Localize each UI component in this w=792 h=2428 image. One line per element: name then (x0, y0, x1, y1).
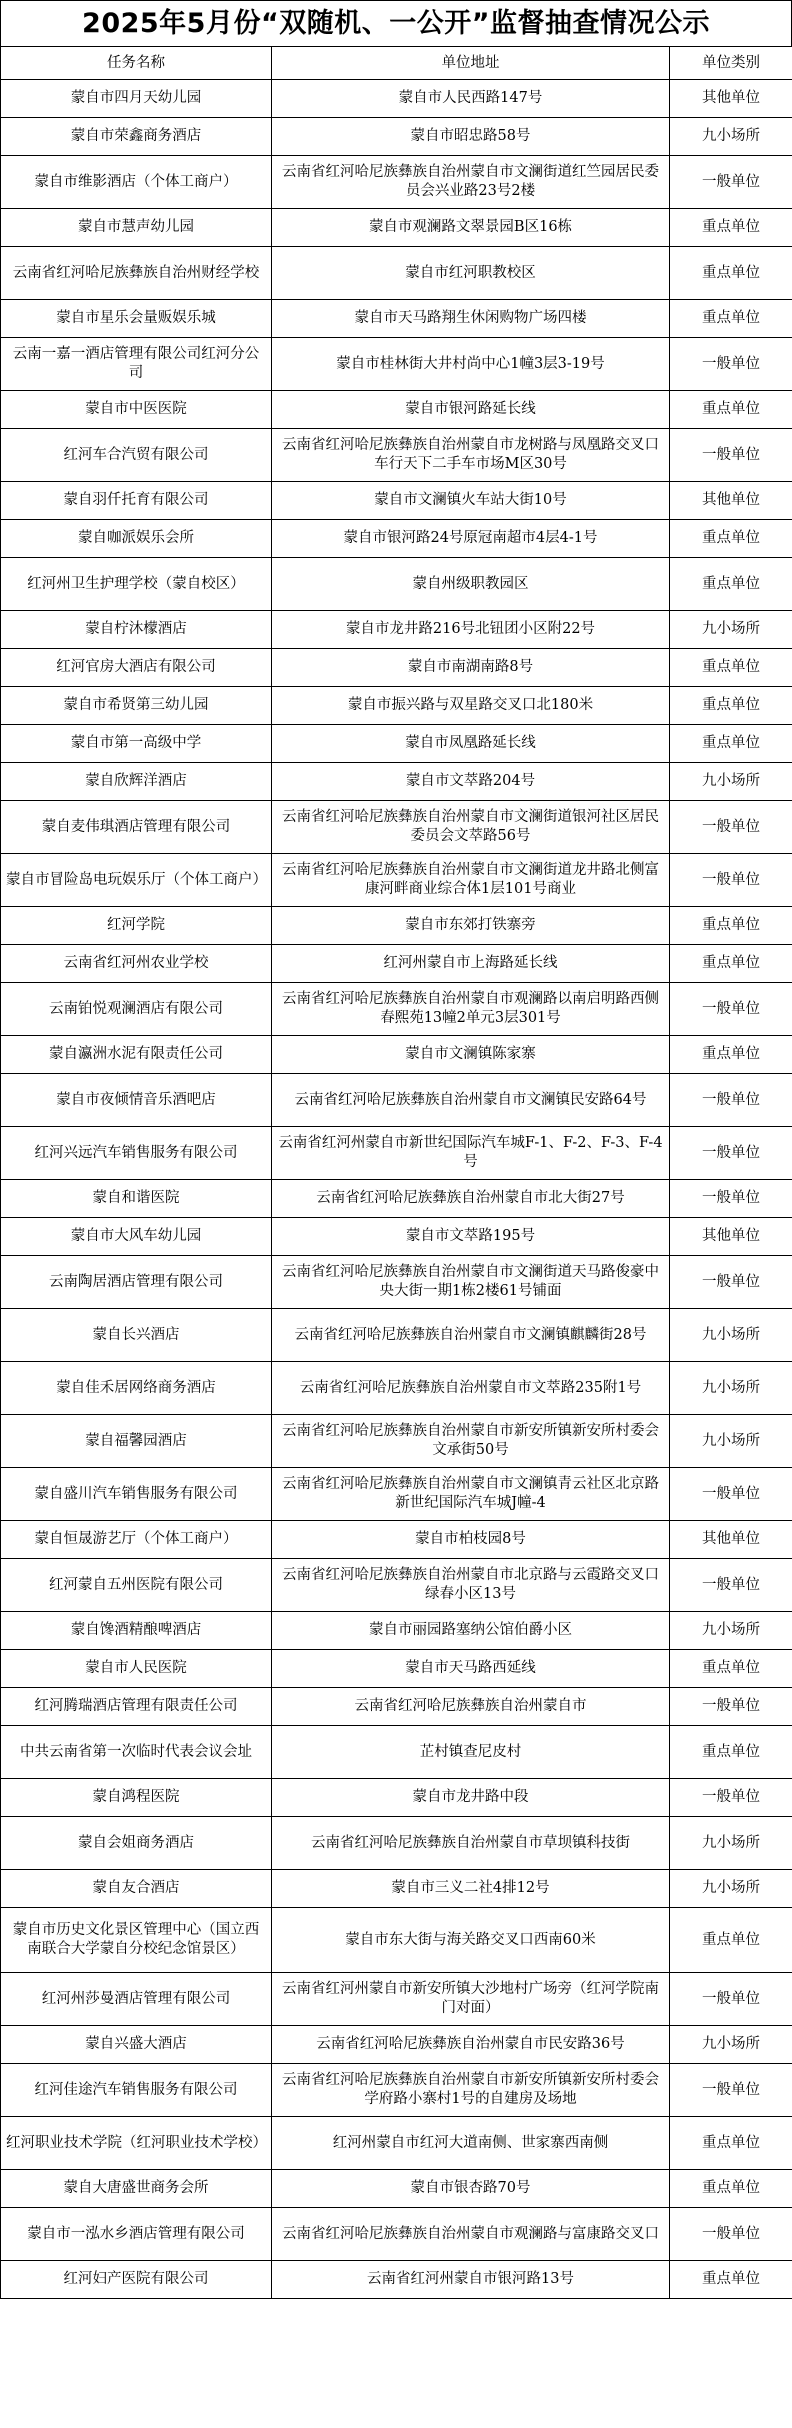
cell-category: 重点单位 (670, 391, 792, 429)
table-row (1, 1612, 792, 1650)
cell-category: 重点单位 (670, 1726, 792, 1779)
cell-address: 蒙自市凤凰路延长线 (272, 725, 670, 763)
cell-category: 重点单位 (670, 1650, 792, 1688)
cell-name: 红河腾瑞酒店管理有限责任公司 (1, 1688, 272, 1726)
table-row (1, 1973, 792, 2026)
header-address: 单位地址 (272, 47, 670, 80)
cell-category: 一般单位 (670, 854, 792, 907)
cell-address: 蒙自市南湖南路8号 (272, 649, 670, 687)
cell-category: 九小场所 (670, 118, 792, 156)
cell-address: 芷村镇查尼皮村 (272, 1726, 670, 1779)
table-row (1, 209, 792, 247)
cell-category: 九小场所 (670, 763, 792, 801)
cell-address: 蒙自市振兴路与双星路交叉口北180米 (272, 687, 670, 725)
cell-address: 蒙自市天马路西延线 (272, 1650, 670, 1688)
cell-category: 九小场所 (670, 611, 792, 649)
cell-name: 蒙自市慧声幼儿园 (1, 209, 272, 247)
table-row (1, 520, 792, 558)
cell-address: 云南省红河哈尼族彝族自治州蒙自市文澜街道红竺园居民委员会兴业路23号2楼 (272, 156, 670, 209)
table-row (1, 763, 792, 801)
table-row (1, 2170, 792, 2208)
cell-address: 蒙自市文澜镇火车站大街10号 (272, 482, 670, 520)
cell-address: 云南省红河州蒙自市新安所镇大沙地村广场旁（红河学院南门对面） (272, 1973, 670, 2026)
cell-address: 云南省红河哈尼族彝族自治州蒙自市民安路36号 (272, 2026, 670, 2064)
cell-address: 蒙自市龙井路216号北钮团小区附22号 (272, 611, 670, 649)
table-row (1, 338, 792, 391)
table-row (1, 687, 792, 725)
page-title: 2025年5月份“双随机、一公开”监督抽查情况公示 (0, 0, 792, 46)
cell-address: 蒙自市文萃路204号 (272, 763, 670, 801)
cell-address: 蒙自市桂林街大井村尚中心1幢3层3-19号 (272, 338, 670, 391)
cell-category: 九小场所 (670, 1870, 792, 1908)
cell-name: 红河职业技术学院（红河职业技术学校） (1, 2117, 272, 2170)
table-row (1, 2117, 792, 2170)
cell-name: 蒙自市星乐会量贩娱乐城 (1, 300, 272, 338)
cell-name: 蒙自会姐商务酒店 (1, 1817, 272, 1870)
cell-name: 红河兴远汽车销售服务有限公司 (1, 1127, 272, 1180)
cell-name: 蒙自市第一高级中学 (1, 725, 272, 763)
table-row (1, 118, 792, 156)
cell-category: 重点单位 (670, 558, 792, 611)
cell-address: 蒙自市银河路24号原冠南超市4层4-1号 (272, 520, 670, 558)
cell-category: 其他单位 (670, 80, 792, 118)
cell-name: 蒙自市人民医院 (1, 1650, 272, 1688)
cell-category: 其他单位 (670, 482, 792, 520)
cell-name: 红河车合汽贸有限公司 (1, 429, 272, 482)
cell-category: 一般单位 (670, 338, 792, 391)
table-row (1, 983, 792, 1036)
cell-address: 蒙自市银河路延长线 (272, 391, 670, 429)
table-row (1, 558, 792, 611)
cell-name: 蒙自市希贤第三幼儿园 (1, 687, 272, 725)
table-row (1, 1688, 792, 1726)
cell-address: 蒙自市红河职教校区 (272, 247, 670, 300)
cell-category: 重点单位 (670, 209, 792, 247)
cell-address: 蒙自市龙井路中段 (272, 1779, 670, 1817)
cell-address: 云南省红河州蒙自市新世纪国际汽车城F-1、F-2、F-3、F-4号 (272, 1127, 670, 1180)
table-row (1, 300, 792, 338)
cell-name: 红河官房大酒店有限公司 (1, 649, 272, 687)
cell-category: 其他单位 (670, 1218, 792, 1256)
cell-name: 蒙自市夜倾情音乐酒吧店 (1, 1074, 272, 1127)
table-row (1, 80, 792, 118)
cell-name: 蒙自瀛洲水泥有限责任公司 (1, 1036, 272, 1074)
table-row (1, 1309, 792, 1362)
cell-address: 云南省红河哈尼族彝族自治州蒙自市文澜镇青云社区北京路新世纪国际汽车城J幢-4 (272, 1468, 670, 1521)
cell-address: 云南省红河哈尼族彝族自治州蒙自市观澜路与富康路交叉口 (272, 2208, 670, 2261)
cell-name: 蒙自市维影酒店（个体工商户） (1, 156, 272, 209)
table-row (1, 1036, 792, 1074)
cell-name: 中共云南省第一次临时代表会议会址 (1, 1726, 272, 1779)
cell-category: 九小场所 (670, 1362, 792, 1415)
table-row (1, 611, 792, 649)
cell-address: 蒙自市银杏路70号 (272, 2170, 670, 2208)
cell-name: 蒙自盛川汽车销售服务有限公司 (1, 1468, 272, 1521)
cell-category: 一般单位 (670, 1688, 792, 1726)
cell-name: 蒙自市大风车幼儿园 (1, 1218, 272, 1256)
cell-name: 蒙自麦伟琪酒店管理有限公司 (1, 801, 272, 854)
table-row (1, 2261, 792, 2299)
cell-address: 蒙自市柏枝园8号 (272, 1521, 670, 1559)
table-row (1, 1468, 792, 1521)
cell-name: 蒙自市四月天幼儿园 (1, 80, 272, 118)
cell-address: 云南省红河哈尼族彝族自治州蒙自市新安所镇新安所村委会文承街50号 (272, 1415, 670, 1468)
cell-category: 重点单位 (670, 2117, 792, 2170)
cell-name: 蒙自馋酒精酿啤酒店 (1, 1612, 272, 1650)
cell-address: 蒙自市东大街与海关路交叉口西南60米 (272, 1908, 670, 1973)
table-row (1, 482, 792, 520)
cell-category: 九小场所 (670, 2026, 792, 2064)
cell-category: 九小场所 (670, 1309, 792, 1362)
cell-address: 云南省红河哈尼族彝族自治州蒙自市北京路与云霞路交叉口绿春小区13号 (272, 1559, 670, 1612)
table-row (1, 2026, 792, 2064)
table-row (1, 1870, 792, 1908)
header-category: 单位类别 (670, 47, 792, 80)
cell-category: 一般单位 (670, 1973, 792, 2026)
table-row (1, 1559, 792, 1612)
cell-address: 云南省红河哈尼族彝族自治州蒙自市 (272, 1688, 670, 1726)
cell-address: 云南省红河哈尼族彝族自治州蒙自市文萃路235附1号 (272, 1362, 670, 1415)
cell-address: 云南省红河州蒙自市银河路13号 (272, 2261, 670, 2299)
cell-address: 云南省红河哈尼族彝族自治州蒙自市文澜街道龙井路北侧富康河畔商业综合体1层101号商业 (272, 854, 670, 907)
cell-name: 蒙自福馨园酒店 (1, 1415, 272, 1468)
table-row (1, 1650, 792, 1688)
table-row (1, 1908, 792, 1973)
cell-category: 九小场所 (670, 1415, 792, 1468)
table-row (1, 945, 792, 983)
table-row (1, 1127, 792, 1180)
table-row (1, 1521, 792, 1559)
cell-name: 云南陶居酒店管理有限公司 (1, 1256, 272, 1309)
cell-name: 云南一嘉一酒店管理有限公司红河分公司 (1, 338, 272, 391)
cell-category: 九小场所 (670, 1817, 792, 1870)
cell-name: 蒙自市冒险岛电玩娱乐厅（个体工商户） (1, 854, 272, 907)
cell-address: 云南省红河哈尼族彝族自治州蒙自市文澜街道天马路俊豪中央大街一期1栋2楼61号铺面 (272, 1256, 670, 1309)
cell-category: 重点单位 (670, 945, 792, 983)
table-row (1, 649, 792, 687)
cell-name: 蒙自柠沐檬酒店 (1, 611, 272, 649)
cell-category: 一般单位 (670, 1180, 792, 1218)
cell-address: 蒙自市文萃路195号 (272, 1218, 670, 1256)
cell-name: 蒙自市一泓水乡酒店管理有限公司 (1, 2208, 272, 2261)
table-row (1, 1218, 792, 1256)
cell-address: 蒙自市人民西路147号 (272, 80, 670, 118)
cell-name: 蒙自友合酒店 (1, 1870, 272, 1908)
cell-category: 一般单位 (670, 2208, 792, 2261)
cell-category: 重点单位 (670, 520, 792, 558)
cell-category: 九小场所 (670, 1612, 792, 1650)
table-row (1, 156, 792, 209)
cell-address: 蒙自市文澜镇陈家寨 (272, 1036, 670, 1074)
cell-name: 蒙自市历史文化景区管理中心（国立西南联合大学蒙自分校纪念馆景区） (1, 1908, 272, 1973)
header-name: 任务名称 (1, 47, 272, 80)
cell-name: 蒙自兴盛大酒店 (1, 2026, 272, 2064)
table-row (1, 1180, 792, 1218)
cell-category: 重点单位 (670, 2170, 792, 2208)
cell-name: 红河蒙自五州医院有限公司 (1, 1559, 272, 1612)
cell-name: 红河州莎曼酒店管理有限公司 (1, 1973, 272, 2026)
cell-address: 云南省红河哈尼族彝族自治州蒙自市文澜街道银河社区居民委员会文萃路56号 (272, 801, 670, 854)
cell-name: 蒙自市荣鑫商务酒店 (1, 118, 272, 156)
cell-name: 蒙自恒晟游艺厅（个体工商户） (1, 1521, 272, 1559)
cell-name: 蒙自咖派娱乐会所 (1, 520, 272, 558)
table-row (1, 725, 792, 763)
cell-address: 蒙自市三义二社4排12号 (272, 1870, 670, 1908)
cell-name: 云南省红河州农业学校 (1, 945, 272, 983)
table-body (1, 80, 792, 2299)
table-row (1, 1779, 792, 1817)
inspection-table (0, 46, 792, 2299)
table-row (1, 2064, 792, 2117)
cell-name: 蒙自市中医医院 (1, 391, 272, 429)
cell-category: 一般单位 (670, 1559, 792, 1612)
cell-name: 红河州卫生护理学校（蒙自校区） (1, 558, 272, 611)
table-row (1, 1256, 792, 1309)
cell-category: 一般单位 (670, 156, 792, 209)
cell-address: 蒙自市丽园路塞纳公馆伯爵小区 (272, 1612, 670, 1650)
cell-address: 蒙自市天马路翔生休闲购物广场四楼 (272, 300, 670, 338)
cell-name: 蒙自鸿程医院 (1, 1779, 272, 1817)
cell-category: 一般单位 (670, 983, 792, 1036)
table-row (1, 1726, 792, 1779)
cell-address: 云南省红河哈尼族彝族自治州蒙自市龙树路与凤凰路交叉口车行天下二手车市场M区30号 (272, 429, 670, 482)
table-row (1, 2208, 792, 2261)
cell-category: 重点单位 (670, 725, 792, 763)
cell-name: 红河佳途汽车销售服务有限公司 (1, 2064, 272, 2117)
cell-address: 云南省红河哈尼族彝族自治州蒙自市观澜路以南启明路西侧春熙苑13幢2单元3层301号 (272, 983, 670, 1036)
table-header-row (1, 47, 792, 80)
cell-category: 一般单位 (670, 801, 792, 854)
cell-category: 重点单位 (670, 907, 792, 945)
table-row (1, 1074, 792, 1127)
cell-category: 其他单位 (670, 1521, 792, 1559)
cell-name: 云南省红河哈尼族彝族自治州财经学校 (1, 247, 272, 300)
cell-category: 一般单位 (670, 1468, 792, 1521)
cell-name: 云南铂悦观澜酒店有限公司 (1, 983, 272, 1036)
cell-category: 重点单位 (670, 300, 792, 338)
cell-category: 一般单位 (670, 1074, 792, 1127)
cell-category: 一般单位 (670, 1127, 792, 1180)
cell-address: 云南省红河哈尼族彝族自治州蒙自市文澜镇麒麟街28号 (272, 1309, 670, 1362)
cell-name: 红河妇产医院有限公司 (1, 2261, 272, 2299)
cell-address: 云南省红河哈尼族彝族自治州蒙自市新安所镇新安所村委会学府路小寨村1号的自建房及场地 (272, 2064, 670, 2117)
cell-address: 红河州蒙自市红河大道南侧、世家寨西南侧 (272, 2117, 670, 2170)
cell-category: 一般单位 (670, 1256, 792, 1309)
cell-category: 一般单位 (670, 429, 792, 482)
cell-category: 重点单位 (670, 1036, 792, 1074)
table-row (1, 907, 792, 945)
cell-name: 蒙自长兴酒店 (1, 1309, 272, 1362)
table-row (1, 1415, 792, 1468)
table-row (1, 1817, 792, 1870)
table-row (1, 247, 792, 300)
cell-name: 蒙自欣辉洋酒店 (1, 763, 272, 801)
cell-name: 蒙自佳禾居网络商务酒店 (1, 1362, 272, 1415)
cell-category: 重点单位 (670, 649, 792, 687)
cell-address: 蒙自市观澜路文翠景园B区16栋 (272, 209, 670, 247)
cell-name: 蒙自羽仟托育有限公司 (1, 482, 272, 520)
cell-name: 蒙自大唐盛世商务会所 (1, 2170, 272, 2208)
cell-address: 蒙自市昭忠路58号 (272, 118, 670, 156)
cell-category: 重点单位 (670, 1908, 792, 1973)
table-row (1, 1362, 792, 1415)
cell-category: 重点单位 (670, 247, 792, 300)
cell-address: 蒙自市东郊打铁寨旁 (272, 907, 670, 945)
cell-address: 云南省红河哈尼族彝族自治州蒙自市草坝镇科技街 (272, 1817, 670, 1870)
cell-category: 一般单位 (670, 2064, 792, 2117)
cell-address: 云南省红河哈尼族彝族自治州蒙自市文澜镇民安路64号 (272, 1074, 670, 1127)
cell-category: 一般单位 (670, 1779, 792, 1817)
table-row (1, 391, 792, 429)
cell-name: 红河学院 (1, 907, 272, 945)
cell-name: 蒙自和谐医院 (1, 1180, 272, 1218)
cell-address: 云南省红河哈尼族彝族自治州蒙自市北大街27号 (272, 1180, 670, 1218)
cell-category: 重点单位 (670, 687, 792, 725)
cell-address: 蒙自州级职教园区 (272, 558, 670, 611)
cell-address: 红河州蒙自市上海路延长线 (272, 945, 670, 983)
table-row (1, 429, 792, 482)
cell-category: 重点单位 (670, 2261, 792, 2299)
table-row (1, 801, 792, 854)
table-row (1, 854, 792, 907)
